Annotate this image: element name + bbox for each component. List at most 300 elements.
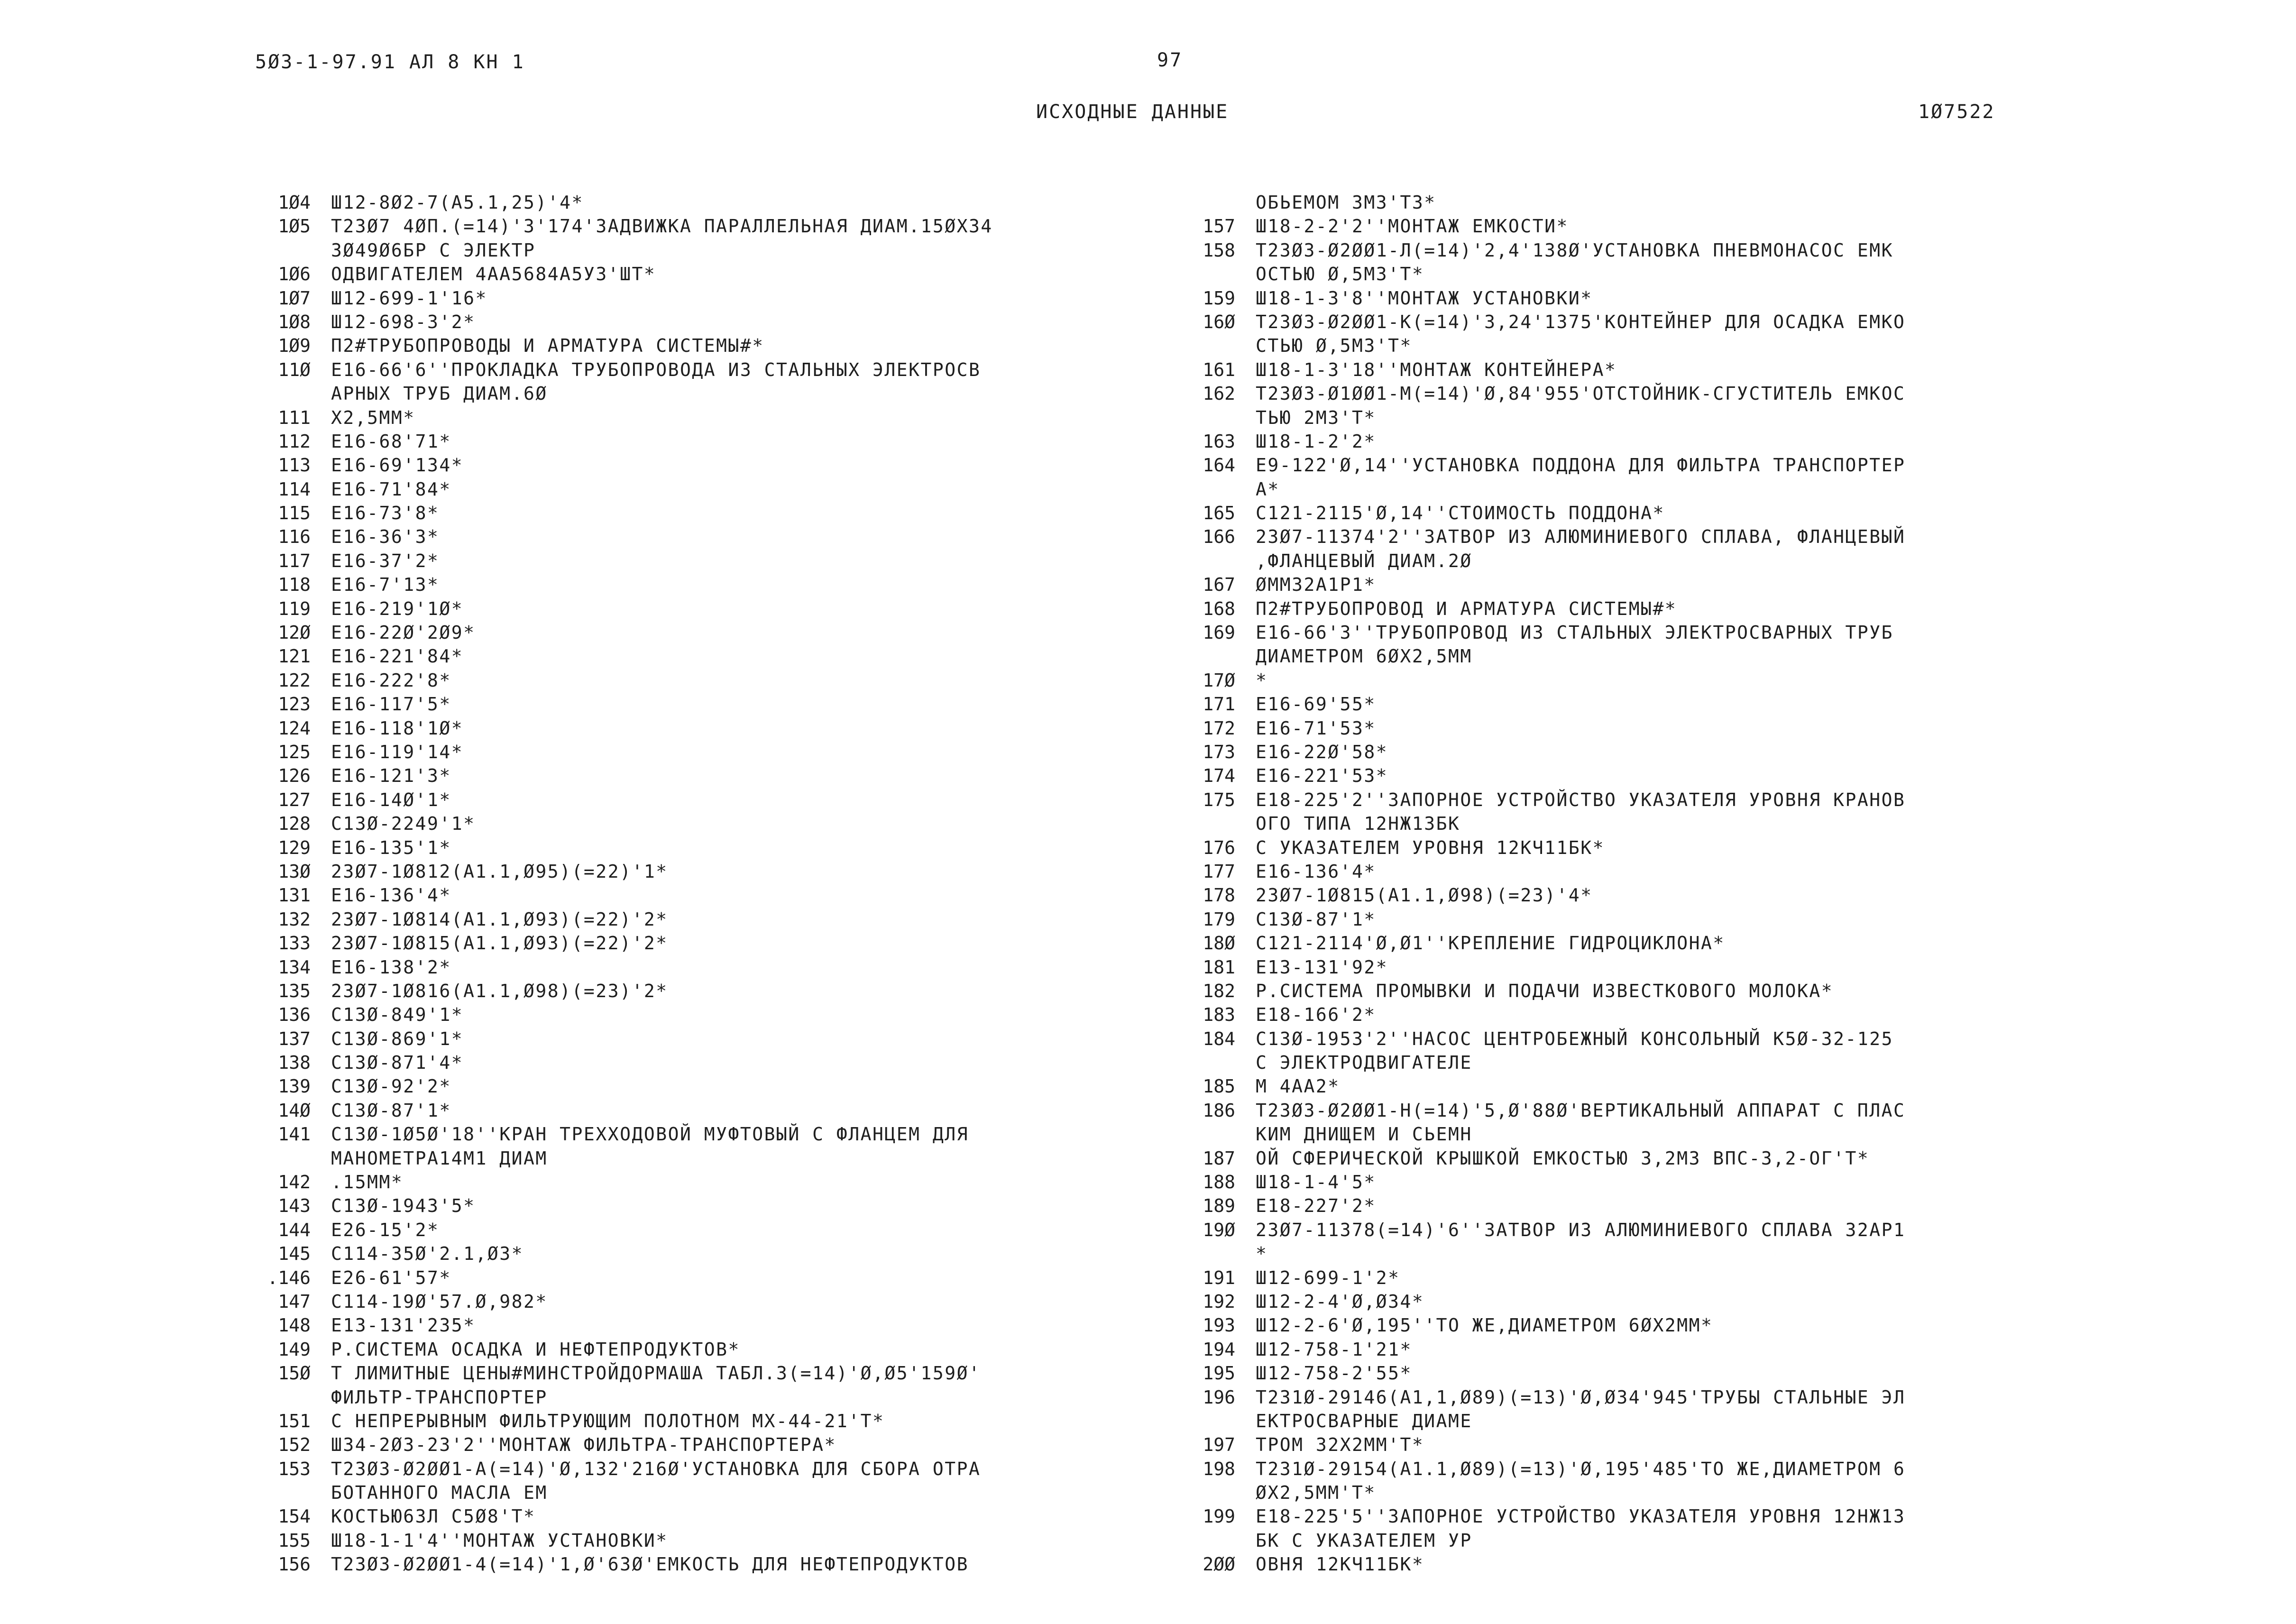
line-text: С114-35Ø'2.1,Ø3* <box>331 1243 524 1265</box>
listing-line <box>261 1290 1332 1313</box>
line-number: 1Ø9 <box>278 335 311 357</box>
listing-line <box>261 286 1332 310</box>
line-text: КОСТЬЮ63Л С5Ø8'Т* <box>331 1506 536 1527</box>
line-number <box>1185 644 1235 668</box>
line-text: Е16-221'84* <box>331 646 464 667</box>
listing-line <box>1185 1170 2257 1194</box>
line-number: 176 <box>1203 837 1235 858</box>
listing-line <box>1185 1266 2257 1290</box>
line-text: 23Ø7-1Ø812(А1.1,Ø95)(=22)'1* <box>331 861 668 882</box>
line-text: ØММ32А1Р1* <box>1256 574 1376 596</box>
line-text: Е18-227'2* <box>1256 1195 1376 1217</box>
listing-line <box>261 1194 1332 1218</box>
line-number: 1Ø6 <box>278 264 311 285</box>
listing-line <box>1185 1409 2257 1433</box>
listing-line <box>261 716 1332 740</box>
listing-line <box>1185 430 2257 453</box>
line-text: ОГО ТИПА 12НЖ13БК <box>1256 813 1460 835</box>
listing-line <box>261 477 1332 501</box>
listing-line <box>261 1552 1332 1576</box>
left-column <box>261 191 1332 1577</box>
line-number: 158 <box>1203 239 1235 261</box>
line-number: 114 <box>278 478 311 500</box>
line-number: 167 <box>1203 574 1235 596</box>
listing-line <box>1185 1074 2257 1098</box>
line-text: * <box>1256 670 1268 691</box>
line-text: Е16-7'13* <box>331 574 440 596</box>
line-text: Е18-225'2''ЗАПОРНОЕ УСТРОЙСТВО УКАЗАТЕЛЯ УРОВНЯ КРАНОВ <box>1256 789 1906 810</box>
line-text: Ш18-1-3'18''МОНТАЖ КОНТЕЙНЕРА* <box>1256 359 1617 380</box>
line-number: 185 <box>1203 1076 1235 1097</box>
line-text: Т23Ø3-Ø2ØØ1-Н(=14)'5,Ø'88Ø'ВЕРТИКАЛЬНЫЙ АППАРАТ С ПЛАС <box>1256 1100 1906 1121</box>
line-number <box>261 239 311 262</box>
line-number: 168 <box>1203 598 1235 619</box>
line-number: 173 <box>1203 741 1235 762</box>
line-number <box>1185 1051 1235 1074</box>
right-column <box>1185 191 2257 1577</box>
line-number: 116 <box>278 526 311 548</box>
listing-line <box>261 955 1332 979</box>
listing-line <box>261 1433 1332 1457</box>
listing-line <box>1185 1194 2257 1218</box>
line-text: М 4АА2* <box>1256 1076 1340 1097</box>
listing-line <box>261 1529 1332 1552</box>
line-text: Е16-135'1* <box>331 837 451 858</box>
line-text: С114-19Ø'57.Ø,982* <box>331 1291 548 1312</box>
listing-line <box>1185 1552 2257 1576</box>
line-text: БК С УКАЗАТЕЛЕМ УР <box>1256 1530 1472 1551</box>
listing-line <box>261 1361 1332 1385</box>
line-number <box>1185 1481 1235 1505</box>
line-number <box>1185 812 1235 835</box>
line-number: 161 <box>1203 359 1235 380</box>
line-number: 141 <box>278 1124 311 1145</box>
line-text: С13Ø-1Ø5Ø'18''КРАН ТРЕХХОДОВОЙ МУФТОВЫЙ С ФЛАНЦЕМ ДЛЯ <box>331 1124 969 1145</box>
listing-line <box>261 1099 1332 1122</box>
line-number: 188 <box>1203 1172 1235 1193</box>
line-number <box>261 382 311 405</box>
listing-line <box>261 1385 1332 1409</box>
line-text: С УКАЗАТЕЛЕМ УРОВНЯ 12КЧ11БК* <box>1256 837 1605 858</box>
listing-line <box>1185 1218 2257 1242</box>
line-text: С13Ø-1953'2''НАСОС ЦЕНТРОБЕЖНЫЙ КОНСОЛЬНЫЙ К5Ø-32-125 <box>1256 1028 1894 1049</box>
line-number: 169 <box>1203 622 1235 643</box>
listing-line <box>1185 644 2257 668</box>
line-text: Р.СИСТЕМА ОСАДКА И НЕФТЕПРОДУКТОВ* <box>331 1339 740 1360</box>
listing-line <box>1185 740 2257 764</box>
line-number: 115 <box>278 503 311 524</box>
line-text: Е26-61'57* <box>331 1267 451 1288</box>
listing-line <box>261 883 1332 907</box>
line-number: 184 <box>1203 1028 1235 1049</box>
line-number: 197 <box>1203 1434 1235 1456</box>
line-number: 195 <box>1203 1363 1235 1384</box>
line-text: Т23Ø3-Ø2ØØ1-К(=14)'3,24'1375'КОНТЕЙНЕР ДЛЯ ОСАДКА ЕМКО <box>1256 311 1906 332</box>
listing-line <box>1185 836 2257 860</box>
document-code: 5Ø3-1-97.91 АЛ 8 КН 1 <box>255 51 525 73</box>
line-number: 1Ø8 <box>278 311 311 332</box>
listing-line <box>1185 692 2257 716</box>
line-number <box>1185 1409 1235 1433</box>
line-number: 113 <box>278 455 311 476</box>
line-text: А* <box>1256 478 1280 500</box>
line-number: 11Ø <box>278 359 311 380</box>
listing-line <box>261 1170 1332 1194</box>
line-text: ТРОМ 32Х2ММ'Т* <box>1256 1434 1424 1456</box>
line-number: 198 <box>1203 1458 1235 1479</box>
line-number: 118 <box>278 574 311 596</box>
line-text: Е16-221'53* <box>1256 765 1388 787</box>
line-number: 157 <box>1203 216 1235 237</box>
listing-line <box>1185 1122 2257 1146</box>
line-text: Е26-15'2* <box>331 1219 440 1240</box>
line-text: МАНОМЕТРА14М1 ДИАМ <box>331 1147 548 1169</box>
line-number: 134 <box>278 956 311 978</box>
listing-line <box>1185 310 2257 334</box>
line-text: С13Ø-87'1* <box>331 1100 451 1121</box>
line-number: 13Ø <box>278 861 311 882</box>
listing-line <box>261 525 1332 549</box>
listing-line <box>1185 860 2257 883</box>
listing-line <box>261 669 1332 692</box>
line-number: 16Ø <box>1203 311 1235 332</box>
line-number: 123 <box>278 694 311 715</box>
line-number: 174 <box>1203 765 1235 787</box>
line-text: Е16-22Ø'2Ø9* <box>331 622 476 643</box>
line-text: Т ЛИМИТНЫЕ ЦЕНЫ#МИНСТРОЙДОРМАША ТАБЛ.3(=14)'Ø,Ø5'159Ø' <box>331 1363 981 1384</box>
line-number <box>1185 1242 1235 1266</box>
line-text: Ш18-1-2'2* <box>1256 431 1376 452</box>
line-text: Е16-138'2* <box>331 956 451 978</box>
listing-line <box>261 1242 1332 1266</box>
line-number: 153 <box>278 1458 311 1479</box>
line-number: 143 <box>278 1195 311 1217</box>
listing-line <box>1185 1147 2257 1170</box>
listing-line <box>261 1074 1332 1098</box>
line-number <box>261 1147 311 1170</box>
listing-line <box>1185 1242 2257 1266</box>
line-text: Т23Ø3-Ø2ØØ1-А(=14)'Ø,132'216Ø'УСТАНОВКА ДЛЯ СБОРА ОТРА <box>331 1458 981 1479</box>
line-text: Е16-136'4* <box>1256 861 1376 882</box>
listing-line <box>1185 955 2257 979</box>
listing-line <box>261 860 1332 883</box>
listing-line <box>1185 262 2257 286</box>
line-number: 119 <box>278 598 311 619</box>
line-number: 194 <box>1203 1339 1235 1360</box>
line-text: Е16-69'55* <box>1256 694 1376 715</box>
line-text: .15ММ* <box>331 1172 404 1193</box>
line-text: ДИАМЕТРОМ 6ØХ2,5ММ <box>1256 646 1472 667</box>
line-text: Ш12-758-2'55* <box>1256 1363 1412 1384</box>
line-text: Е18-166'2* <box>1256 1004 1376 1026</box>
line-text: С13Ø-1943'5* <box>331 1195 476 1217</box>
listing-line <box>1185 1457 2257 1481</box>
line-text: Ш18-2-2'2''МОНТАЖ ЕМКОСТИ* <box>1256 216 1569 237</box>
line-text: Т231Ø-29154(А1.1,Ø89)(=13)'Ø,195'485'ТО ЖЕ,ДИАМЕТРОМ 6 <box>1256 1458 1906 1479</box>
line-number: 145 <box>278 1243 311 1265</box>
line-text: Е16-71'84* <box>331 478 451 500</box>
line-number <box>261 1385 311 1409</box>
listing-line <box>261 382 1332 405</box>
line-number: 152 <box>278 1434 311 1456</box>
line-number: 122 <box>278 670 311 691</box>
line-number <box>1185 191 1235 214</box>
line-text: Е16-117'5* <box>331 694 451 715</box>
line-text: П2#ТРУБОПРОВОДЫ И АРМАТУРА СИСТЕМЫ#* <box>331 335 764 357</box>
line-number: 162 <box>1203 383 1235 404</box>
line-text: 23Ø7-11378(=14)'6''ЗАТВОР ИЗ АЛЮМИНИЕВОГО СПЛАВА 32АР1 <box>1256 1219 1906 1240</box>
line-text: 23Ø7-1Ø816(А1.1,Ø98)(=23)'2* <box>331 980 668 1001</box>
listing-line <box>261 1218 1332 1242</box>
line-number: 151 <box>278 1410 311 1431</box>
line-number: 111 <box>278 407 311 428</box>
listing-line <box>261 908 1332 931</box>
line-number: 131 <box>278 885 311 906</box>
line-number: 19Ø <box>1203 1219 1235 1240</box>
line-number: 1Ø7 <box>278 287 311 309</box>
line-text: Е16-219'1Ø* <box>331 598 464 619</box>
listing-line <box>261 979 1332 1003</box>
listing-line <box>1185 1385 2257 1409</box>
line-number: 199 <box>1203 1506 1235 1527</box>
listing-line <box>1185 669 2257 692</box>
listing-line <box>1185 573 2257 596</box>
line-number: 1Ø5 <box>278 216 311 237</box>
listing-line <box>1185 501 2257 525</box>
page-number: 97 <box>1157 49 1183 71</box>
line-number: 127 <box>278 789 311 810</box>
line-number: 136 <box>278 1004 311 1026</box>
listing-line <box>1185 1003 2257 1027</box>
listing-line <box>1185 1361 2257 1385</box>
line-text: Х2,5ММ* <box>331 407 415 428</box>
listing-line <box>261 334 1332 358</box>
line-number: 166 <box>1203 526 1235 548</box>
line-number: 12Ø <box>278 622 311 643</box>
line-text: Е16-121'3* <box>331 765 451 787</box>
line-text: 23Ø7-11374'2''ЗАТВОР ИЗ АЛЮМИНИЕВОГО СПЛАВА, ФЛАНЦЕВЫЙ <box>1256 526 1906 548</box>
line-number: 155 <box>278 1530 311 1551</box>
line-number: 144 <box>278 1219 311 1240</box>
line-text: Ш12-758-1'21* <box>1256 1339 1412 1360</box>
line-text: Ш18-1-1'4''МОНТАЖ УСТАНОВКИ* <box>331 1530 668 1551</box>
line-text: Е16-136'4* <box>331 885 451 906</box>
line-text: КИМ ДНИЩЕМ И СЬЕМН <box>1256 1124 1472 1145</box>
listing-line <box>1185 286 2257 310</box>
line-number: 172 <box>1203 717 1235 739</box>
listing-line <box>1185 214 2257 238</box>
line-number: 177 <box>1203 861 1235 882</box>
line-number <box>1185 406 1235 430</box>
listing-line <box>1185 764 2257 788</box>
listing-line <box>1185 883 2257 907</box>
listing-line <box>1185 1051 2257 1074</box>
line-number: 117 <box>278 550 311 571</box>
listing-line <box>1185 1433 2257 1457</box>
line-number: 196 <box>1203 1386 1235 1408</box>
line-number: 133 <box>278 933 311 954</box>
line-number: 132 <box>278 908 311 930</box>
listing-line <box>261 597 1332 621</box>
line-text: Т23Ø3-Ø1ØØ1-М(=14)'Ø,84'955'ОТСТОЙНИК-СГУСТИТЕЛЬ ЕМКОС <box>1256 383 1906 404</box>
listing-line <box>261 1027 1332 1051</box>
line-number: 163 <box>1203 431 1235 452</box>
line-text: ОЙ СФЕРИЧЕСКОЙ КРЫШКОЙ ЕМКОСТЬЮ 3,2М3 ВПС-3,2-ОГ'Т* <box>1256 1147 1870 1169</box>
listing-line <box>1185 1505 2257 1528</box>
line-number: 149 <box>278 1339 311 1360</box>
line-number <box>1185 477 1235 501</box>
line-number: 14Ø <box>278 1100 311 1121</box>
listing-line <box>1185 1099 2257 1122</box>
line-text: Ш34-2Ø3-23'2''МОНТАЖ ФИЛЬТРА-ТРАНСПОРТЕРА* <box>331 1434 836 1456</box>
line-text: Е16-14Ø'1* <box>331 789 451 810</box>
line-text: Е16-71'53* <box>1256 717 1376 739</box>
line-text: Е18-225'5''ЗАПОРНОЕ УСТРОЙСТВО УКАЗАТЕЛЯ УРОВНЯ 12НЖ13 <box>1256 1506 1906 1527</box>
line-number: 164 <box>1203 455 1235 476</box>
listing-line <box>1185 549 2257 573</box>
line-text: БОТАННОГО МАСЛА ЕМ <box>331 1482 548 1504</box>
listing-line <box>1185 788 2257 812</box>
listing-line <box>1185 406 2257 430</box>
line-number <box>1185 262 1235 286</box>
line-text: С13Ø-2249'1* <box>331 813 476 835</box>
line-text: Е16-118'1Ø* <box>331 717 464 739</box>
listing-line <box>1185 1481 2257 1505</box>
line-number: 186 <box>1203 1100 1235 1121</box>
line-text: СТЬЮ Ø,5М3'Т* <box>1256 335 1412 357</box>
listing-line <box>261 573 1332 596</box>
listing-line <box>261 310 1332 334</box>
listing-line <box>1185 716 2257 740</box>
line-number: .146 <box>267 1267 311 1288</box>
line-text: Е9-122'Ø,14''УСТАНОВКА ПОДДОНА ДЛЯ ФИЛЬТРА ТРАНСПОРТЕР <box>1256 455 1906 476</box>
line-number: 148 <box>278 1315 311 1336</box>
listing-line <box>1185 382 2257 405</box>
line-number: 165 <box>1203 503 1235 524</box>
line-number: 137 <box>278 1028 311 1049</box>
line-number <box>1185 549 1235 573</box>
line-number: 156 <box>278 1554 311 1575</box>
listing-line <box>261 1122 1332 1146</box>
line-number: 142 <box>278 1172 311 1193</box>
listing-line <box>261 692 1332 716</box>
line-number: 1Ø4 <box>278 192 311 213</box>
line-number: 171 <box>1203 694 1235 715</box>
listing-line <box>1185 239 2257 262</box>
line-number: 178 <box>1203 885 1235 906</box>
line-text: С13Ø-869'1* <box>331 1028 464 1049</box>
line-number <box>261 1481 311 1505</box>
line-text: Ш18-1-3'8''МОНТАЖ УСТАНОВКИ* <box>1256 287 1593 309</box>
line-text: Т23Ø3-Ø2ØØ1-Л(=14)'2,4'138Ø'УСТАНОВКА ПНЕВМОНАСОС ЕМК <box>1256 239 1894 261</box>
line-text: 3Ø49Ø6БР С ЭЛЕКТР <box>331 239 536 261</box>
listing-line <box>1185 1338 2257 1361</box>
line-number: 2ØØ <box>1203 1554 1235 1575</box>
listing-line <box>261 740 1332 764</box>
listing-line <box>261 1338 1332 1361</box>
line-number: 128 <box>278 813 311 835</box>
line-number: 121 <box>278 646 311 667</box>
line-text: Т23Ø3-Ø2ØØ1-4(=14)'1,Ø'63Ø'ЕМКОСТЬ ДЛЯ НЕФТЕПРОДУКТОВ <box>331 1554 969 1575</box>
line-text: П2#ТРУБОПРОВОД И АРМАТУРА СИСТЕМЫ#* <box>1256 598 1677 619</box>
line-number: 182 <box>1203 980 1235 1001</box>
line-text: Ш12-2-6'Ø,195''ТО ЖЕ,ДИАМЕТРОМ 6ØХ2ММ* <box>1256 1315 1713 1336</box>
line-text: С121-2115'Ø,14''СТОИМОСТЬ ПОДДОНА* <box>1256 503 1665 524</box>
line-text: Ш12-2-4'Ø,Ø34* <box>1256 1291 1424 1312</box>
line-text: 23Ø7-1Ø815(А1.1,Ø93)(=22)'2* <box>331 933 668 954</box>
line-number: 159 <box>1203 287 1235 309</box>
line-text: Ш18-1-4'5* <box>1256 1172 1376 1193</box>
line-text: Е13-131'235* <box>331 1315 476 1336</box>
line-number: 135 <box>278 980 311 1001</box>
line-number: 189 <box>1203 1195 1235 1217</box>
line-number: 129 <box>278 837 311 858</box>
line-text: Е16-66'3''ТРУБОПРОВОД ИЗ СТАЛЬНЫХ ЭЛЕКТРОСВАРНЫХ ТРУБ <box>1256 622 1894 643</box>
listing-line <box>1185 453 2257 477</box>
line-number <box>1185 1122 1235 1146</box>
line-text: * <box>1256 1243 1268 1265</box>
listing-line <box>261 1481 1332 1505</box>
listing-line <box>261 430 1332 453</box>
line-number: 179 <box>1203 908 1235 930</box>
line-text: ФИЛЬТР-ТРАНСПОРТЕР <box>331 1386 548 1408</box>
listing-line <box>1185 358 2257 382</box>
listing-line <box>261 549 1332 573</box>
listing-line <box>261 764 1332 788</box>
line-number: 126 <box>278 765 311 787</box>
listing-line <box>261 1409 1332 1433</box>
document-number: 1Ø7522 <box>1918 101 1995 123</box>
listing-line <box>1185 525 2257 549</box>
line-number: 187 <box>1203 1147 1235 1169</box>
line-number: 175 <box>1203 789 1235 810</box>
listing-line <box>261 836 1332 860</box>
listing-line <box>261 453 1332 477</box>
line-text: С13Ø-871'4* <box>331 1052 464 1073</box>
line-text: С ЭЛЕКТРОДВИГАТЕЛЕ <box>1256 1052 1472 1073</box>
line-text: Е16-68'71* <box>331 431 451 452</box>
listing-line <box>261 1147 1332 1170</box>
line-text: Е16-66'6''ПРОКЛАДКА ТРУБОПРОВОДА ИЗ СТАЛЬНЫХ ЭЛЕКТРОСВ <box>331 359 981 380</box>
listing-line <box>1185 1313 2257 1337</box>
line-text: Ш12-699-1'16* <box>331 287 487 309</box>
line-text: Е16-222'8* <box>331 670 451 691</box>
listing-line <box>261 406 1332 430</box>
listing-line <box>1185 477 2257 501</box>
listing-line <box>261 239 1332 262</box>
listing-line <box>1185 931 2257 955</box>
line-text: С121-2114'Ø,Ø1''КРЕПЛЕНИЕ ГИДРОЦИКЛОНА* <box>1256 933 1725 954</box>
listing-line <box>261 812 1332 835</box>
line-text: Ш12-698-3'2* <box>331 311 476 332</box>
listing-line <box>1185 334 2257 358</box>
listing-line <box>261 358 1332 382</box>
listing-line <box>1185 812 2257 835</box>
line-number: 154 <box>278 1506 311 1527</box>
line-number: 125 <box>278 741 311 762</box>
listing-line <box>261 1313 1332 1337</box>
listing-line <box>1185 1290 2257 1313</box>
listing-line <box>261 621 1332 644</box>
line-number: 191 <box>1203 1267 1235 1288</box>
listing-line <box>1185 1027 2257 1051</box>
line-text: С13Ø-87'1* <box>1256 908 1376 930</box>
line-number: 18Ø <box>1203 933 1235 954</box>
line-text: 23Ø7-1Ø815(А1.1,Ø98)(=23)'4* <box>1256 885 1593 906</box>
line-text: С НЕПРЕРЫВНЫМ ФИЛЬТРУЮЩИМ ПОЛОТНОМ МХ-44-21'Т* <box>331 1410 885 1431</box>
listing-line <box>261 1051 1332 1074</box>
line-text: 23Ø7-1Ø814(А1.1,Ø93)(=22)'2* <box>331 908 668 930</box>
